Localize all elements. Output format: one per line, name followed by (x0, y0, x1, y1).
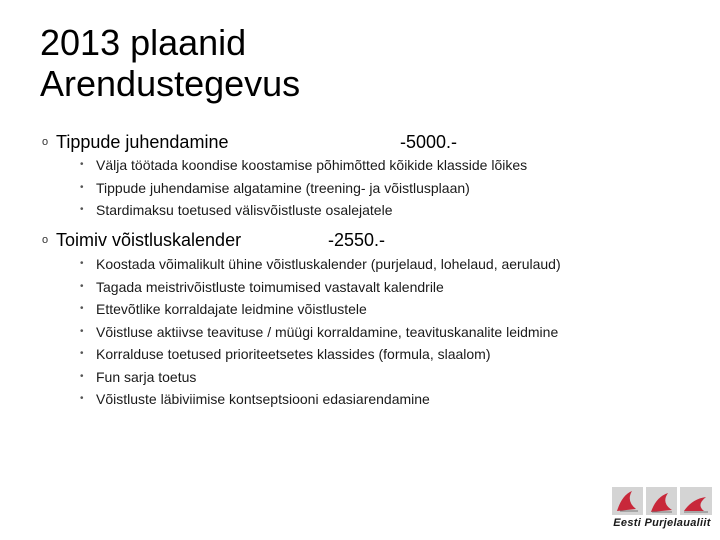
title-line-2: Arendustegevus (40, 63, 301, 104)
bullet-dot-icon: • (80, 370, 84, 382)
list-item-text: Välja töötada koondise koostamise põhimõtted kõikide klasside lõikes (96, 157, 528, 173)
bullet-dot-icon: • (80, 348, 84, 359)
list-item-text: Tippude juhendamise algatamine (treening- ja võistlusplaan) (96, 179, 470, 196)
list-item-text: Koostada võimalikult ühine võistluskalender (purjelaud, lohelaud, aerulaud) (96, 256, 561, 272)
bullet-dot-icon: • (80, 204, 84, 215)
bullet-dot-icon: • (80, 303, 84, 314)
section-heading (42, 130, 616, 154)
section-amount: -2550.- (328, 230, 386, 250)
bullet-dot-icon: • (80, 280, 84, 292)
sub-list (80, 156, 596, 219)
section-amount: -5000.- (400, 132, 458, 152)
list-item-text: Stardimaksu toetused välisvõistluste osalejatele (96, 202, 393, 218)
list-item-text: Korralduse toetused prioriteetsetes klassides (formula, slaalom) (96, 346, 491, 362)
list-item-text: Võistluse aktiivse teavituse / müügi korraldamine, teavituskanalite leidmine (96, 323, 559, 340)
list-item (80, 323, 596, 341)
slide-title (40, 22, 300, 104)
section-heading (42, 228, 616, 252)
section-label: Tippude juhendamine (56, 132, 229, 152)
bullet-dot-icon: • (80, 159, 84, 170)
section-tippude-juhendamine (42, 130, 616, 224)
bullet-dot-icon: • (80, 181, 84, 193)
list-item-text: Ettevõtlike korraldajate leidmine võistlustele (96, 301, 367, 317)
list-item (80, 156, 596, 174)
hollow-bullet-icon: o (42, 136, 49, 148)
list-item (80, 179, 596, 197)
list-item (80, 300, 596, 318)
list-item (80, 345, 596, 363)
list-item (80, 255, 596, 273)
eesti-purjelaualiit-logo (610, 487, 714, 533)
list-item-text: Fun sarja toetus (96, 368, 197, 385)
windsurf-sail-icon (612, 487, 712, 515)
list-item (80, 278, 596, 296)
section-label: Toimiv võistluskalender (56, 230, 242, 250)
bullet-dot-icon: • (80, 325, 84, 337)
list-item (80, 201, 596, 219)
list-item-text: Võistluste läbiviimise kontseptsiooni edasiarendamine (96, 391, 430, 407)
logo-text: Eesti Purjelaualiit (613, 517, 711, 529)
list-item (80, 368, 596, 386)
title-line-1: 2013 plaanid (40, 22, 247, 63)
section-toimiv-voistluskalender (42, 228, 616, 413)
bullet-dot-icon: • (80, 393, 84, 404)
bullet-dot-icon: • (80, 258, 84, 269)
list-item-text: Tagada meistrivõistluste toimumised vastavalt kalendrile (96, 278, 444, 295)
sub-list (80, 255, 596, 408)
list-item (80, 390, 596, 408)
hollow-bullet-icon: o (42, 234, 49, 246)
